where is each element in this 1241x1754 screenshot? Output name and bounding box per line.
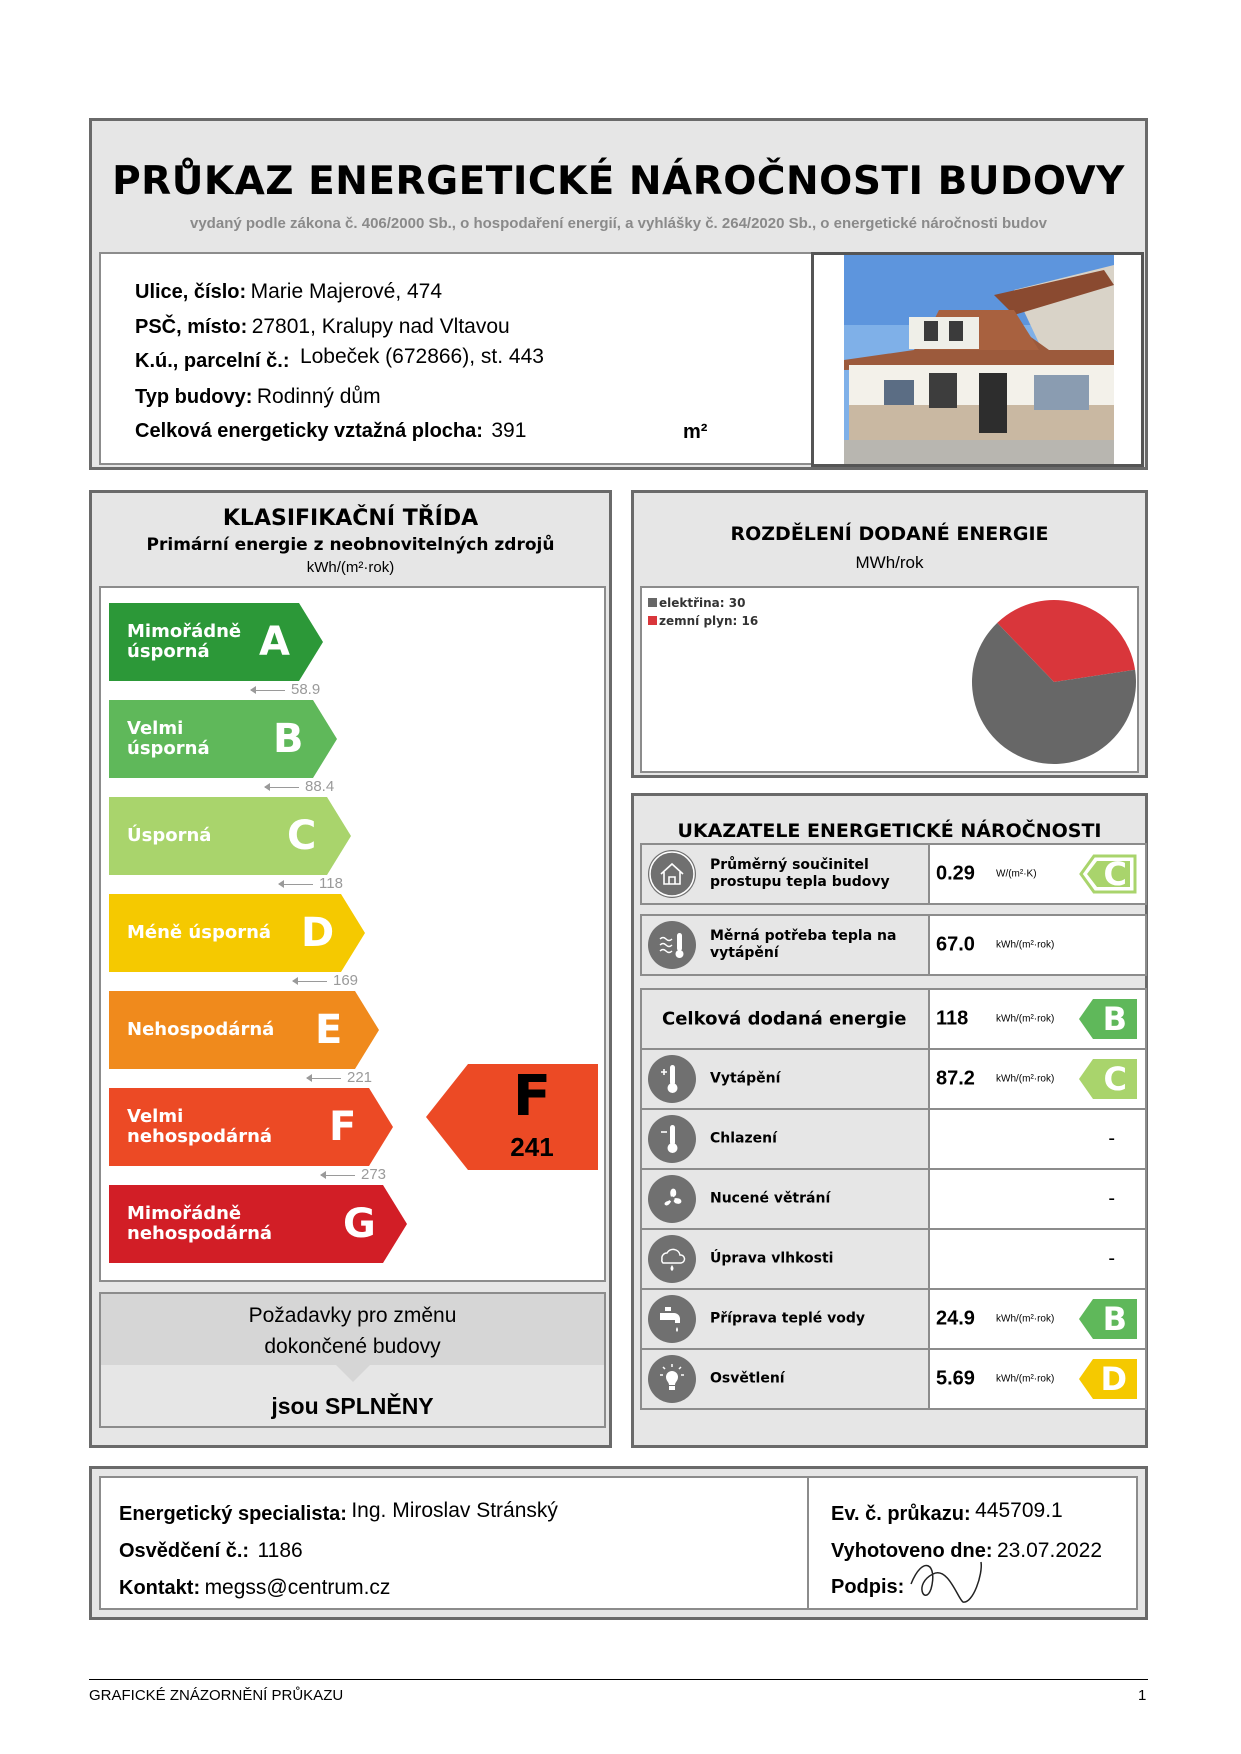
ku-row — [135, 345, 544, 373]
faucet-icon — [648, 1295, 696, 1343]
class-bar-label: Úsporná — [127, 825, 212, 846]
cert-label: Osvědčení č.: — [119, 1540, 250, 1562]
distribution-title: ROZDĚLENÍ DODANÉ ENERGIE — [730, 523, 1049, 545]
header-panel — [89, 118, 1148, 470]
classification-panel — [89, 490, 612, 1448]
distribution-unit: MWh/rok — [855, 553, 924, 572]
class-bar-label: Velmi nehospodárná — [127, 1106, 273, 1147]
class-badge-b — [1079, 999, 1137, 1039]
indicator-value: - — [1108, 1187, 1115, 1210]
class-threshold — [279, 875, 343, 892]
class-bar-c — [109, 797, 351, 875]
class-bar-b — [109, 700, 337, 778]
classification-title: KLASIFIKAČNÍ TŘÍDA — [222, 506, 479, 531]
indicator-value: 87.2 — [936, 1067, 975, 1090]
indicator-row — [640, 1168, 1147, 1230]
class-badge-letter: B — [1102, 1000, 1127, 1038]
date-value: 23.07.2022 — [996, 1539, 1103, 1562]
result-letter: F — [512, 1064, 552, 1129]
contact-value: megss@centrum.cz — [204, 1576, 391, 1599]
street-row — [135, 280, 442, 304]
type-value: Rodinný dům — [256, 385, 381, 408]
cert-row — [119, 1539, 303, 1563]
indicator-value: - — [1108, 1127, 1115, 1150]
indicator-value: 5.69 — [936, 1367, 975, 1390]
class-badge-c — [1079, 1059, 1137, 1099]
threshold-arrow-icon — [265, 787, 299, 788]
area-row — [135, 419, 526, 443]
pie-chart — [969, 597, 1139, 767]
indicator-name: Nucené větrání — [710, 1190, 831, 1207]
class-badge-letter: C — [1103, 855, 1127, 893]
specialist-panel — [89, 1466, 1148, 1620]
class-bar-d — [109, 894, 365, 972]
class-scale-box — [99, 586, 606, 1282]
ev-value: 445709.1 — [975, 1499, 1063, 1522]
legend-list — [648, 596, 758, 628]
threshold-value: 169 — [333, 972, 359, 989]
psc-label: PSČ, místo: — [135, 316, 248, 338]
house-photo-illustration — [814, 255, 1141, 464]
indicator-unit: kWh/(m²·rok) — [996, 1313, 1055, 1325]
requirements-pointer — [336, 1365, 370, 1382]
indicator-value-cell — [928, 1290, 1145, 1348]
sign-row — [831, 1576, 904, 1599]
page-number: 1 — [1138, 1687, 1147, 1704]
contact-label: Kontakt: — [119, 1577, 201, 1599]
threshold-value: 221 — [347, 1069, 373, 1086]
street-value: Marie Majerové, 474 — [250, 280, 443, 303]
indicator-unit: kWh/(m²·rok) — [996, 939, 1055, 951]
class-bar-e — [109, 991, 379, 1069]
cert-value: 1186 — [257, 1539, 303, 1562]
class-bar-label: Velmi úsporná — [127, 718, 210, 759]
legend-swatch — [648, 598, 657, 607]
document-subtitle: vydaný podle zákona č. 406/2000 Sb., o hospodaření energií, a vyhlášky č. 264/2020 Sb., o energetické náročnosti budov — [190, 215, 1047, 232]
class-bar-letter: G — [343, 1201, 376, 1247]
indicator-value-cell — [928, 845, 1145, 903]
class-bar-label: Nehospodárná — [127, 1019, 275, 1040]
specialist-name: Ing. Miroslav Stránský — [351, 1499, 558, 1522]
indicator-value-cell — [928, 1350, 1145, 1408]
result-arrow — [426, 1064, 598, 1170]
indicator-name: Průměrný součinitel prostupu tepla budovy — [710, 857, 890, 890]
chart-legend — [648, 596, 758, 632]
class-bar-letter: D — [301, 910, 335, 956]
classification-unit: kWh/(m²·rok) — [306, 559, 395, 576]
class-threshold — [251, 681, 320, 698]
area-unit: m² — [683, 421, 708, 443]
signature — [903, 1544, 1003, 1614]
class-badge-b — [1079, 1299, 1137, 1339]
indicator-value-cell — [928, 1110, 1145, 1168]
class-badge-letter: D — [1100, 1360, 1127, 1398]
indicator-row — [640, 1288, 1147, 1350]
ku-label: K.ú., parcelní č.: — [135, 350, 290, 372]
thermometer-minus-icon — [648, 1115, 696, 1163]
house-icon — [648, 850, 696, 898]
area-value: 391 — [491, 419, 527, 442]
class-threshold — [321, 1166, 386, 1183]
indicator-name: Příprava teplé vody — [710, 1310, 866, 1327]
class-bar-label: Mimořádně nehospodárná — [127, 1203, 273, 1244]
classification-subtitle: Primární energie z neobnovitelných zdrojů — [146, 535, 555, 555]
distribution-chart-box — [640, 586, 1139, 773]
indicator-value-cell — [928, 1170, 1145, 1228]
psc-value: 27801, Kralupy nad Vltavou — [251, 315, 510, 338]
threshold-value: 88.4 — [305, 778, 335, 795]
class-badge-letter: B — [1102, 1300, 1127, 1338]
threshold-arrow-icon — [279, 884, 313, 885]
indicator-name: Měrná potřeba tepla na vytápění — [710, 928, 897, 961]
date-label: Vyhotoveno dne: — [831, 1540, 993, 1562]
threshold-arrow-icon — [307, 1078, 341, 1079]
indicator-value: - — [1108, 1247, 1115, 1270]
indicator-name: Osvětlení — [710, 1370, 785, 1387]
class-bar-label: Méně úsporná — [127, 922, 272, 943]
legend-item — [648, 596, 758, 610]
building-info-box — [99, 252, 1138, 465]
indicator-value: 67.0 — [936, 933, 975, 956]
indicator-name: Chlazení — [710, 1130, 777, 1147]
distribution-panel — [631, 490, 1148, 778]
indicator-unit: kWh/(m²·rok) — [996, 1073, 1055, 1085]
threshold-value: 273 — [361, 1166, 387, 1183]
indicator-value: 24.9 — [936, 1307, 975, 1330]
indicator-name: Celková dodaná energie — [662, 1008, 907, 1030]
indicator-unit: kWh/(m²·rok) — [996, 1373, 1055, 1385]
area-label: Celková energeticky vztažná plocha: — [135, 420, 483, 442]
class-bar-a — [109, 603, 323, 681]
type-label: Typ budovy: — [135, 386, 253, 408]
psc-row — [135, 315, 510, 339]
contact-row — [119, 1576, 390, 1600]
heat-thermometer-icon — [648, 921, 696, 969]
indicator-value-cell — [928, 916, 1145, 974]
threshold-arrow-icon — [251, 690, 285, 691]
lightbulb-icon — [648, 1355, 696, 1403]
indicator-value-cell — [928, 1230, 1145, 1288]
threshold-arrow-icon — [321, 1175, 355, 1176]
class-bar-label: Mimořádně úsporná — [127, 621, 242, 662]
indicator-row — [640, 1228, 1147, 1290]
class-bar-letter: E — [315, 1007, 343, 1053]
class-bar-g — [109, 1185, 407, 1263]
humidity-icon — [648, 1235, 696, 1283]
indicator-row — [640, 1348, 1147, 1410]
indicator-row — [640, 843, 1147, 905]
indicator-value: 118 — [936, 1007, 969, 1030]
ev-label: Ev. č. průkazu: — [831, 1503, 971, 1525]
document-title: PRŮKAZ ENERGETICKÉ NÁROČNOSTI BUDOVY — [112, 159, 1125, 204]
indicators-title: UKAZATELE ENERGETICKÉ NÁROČNOSTI — [677, 820, 1102, 842]
indicator-value: 0.29 — [936, 862, 975, 885]
class-bar-letter: A — [259, 619, 290, 665]
ku-value: Lobeček (672866), st. 443 — [299, 345, 544, 368]
indicator-row — [640, 914, 1147, 976]
specialist-box — [99, 1476, 1138, 1610]
threshold-value: 118 — [319, 875, 343, 892]
class-threshold — [307, 1069, 372, 1086]
requirements-header — [101, 1294, 604, 1365]
legend-swatch — [648, 616, 657, 625]
requirements-box — [99, 1292, 606, 1428]
type-row — [135, 385, 381, 409]
class-bar-f — [109, 1088, 393, 1166]
threshold-value: 58.9 — [291, 681, 321, 698]
fan-icon — [648, 1175, 696, 1223]
indicator-row — [640, 988, 1147, 1050]
legend-label: elektřina: 30 — [659, 596, 746, 610]
footer-rule — [89, 1679, 1148, 1680]
specialist-label: Energetický specialista: — [119, 1503, 347, 1525]
class-bar-letter: B — [273, 716, 304, 762]
street-label: Ulice, číslo: — [135, 281, 247, 303]
class-bar-letter: C — [287, 813, 317, 859]
indicator-row — [640, 1108, 1147, 1170]
indicator-name: Vytápění — [710, 1070, 781, 1087]
class-threshold — [293, 972, 358, 989]
indicator-name: Úprava vlhkosti — [710, 1250, 834, 1267]
class-bar-letter: F — [329, 1104, 357, 1150]
building-photo — [811, 252, 1144, 467]
thermometer-plus-icon — [648, 1055, 696, 1103]
indicator-unit: kWh/(m²·rok) — [996, 1013, 1055, 1025]
footer-label: GRAFICKÉ ZNÁZORNĚNÍ PRŮKAZU — [89, 1687, 344, 1704]
class-threshold — [265, 778, 334, 795]
class-badge-c — [1079, 854, 1137, 894]
indicator-value-cell — [928, 1050, 1145, 1108]
specialist-row — [119, 1499, 558, 1526]
ev-row — [831, 1499, 1063, 1526]
sign-label: Podpis: — [831, 1576, 905, 1598]
threshold-arrow-icon — [293, 981, 327, 982]
requirements-title: Požadavky pro změnu dokončené budovy — [248, 1304, 457, 1358]
requirements-status: jsou SPLNĚNY — [271, 1393, 434, 1419]
class-badge-d — [1079, 1359, 1137, 1399]
legend-label: zemní plyn: 16 — [659, 614, 759, 628]
class-badge-letter: C — [1103, 1060, 1127, 1098]
indicator-unit: W/(m²·K) — [996, 868, 1037, 880]
result-value: 241 — [510, 1132, 554, 1162]
specialist-divider — [807, 1478, 809, 1608]
indicator-value-cell — [928, 990, 1145, 1048]
indicator-row — [640, 1048, 1147, 1110]
legend-item — [648, 614, 758, 628]
